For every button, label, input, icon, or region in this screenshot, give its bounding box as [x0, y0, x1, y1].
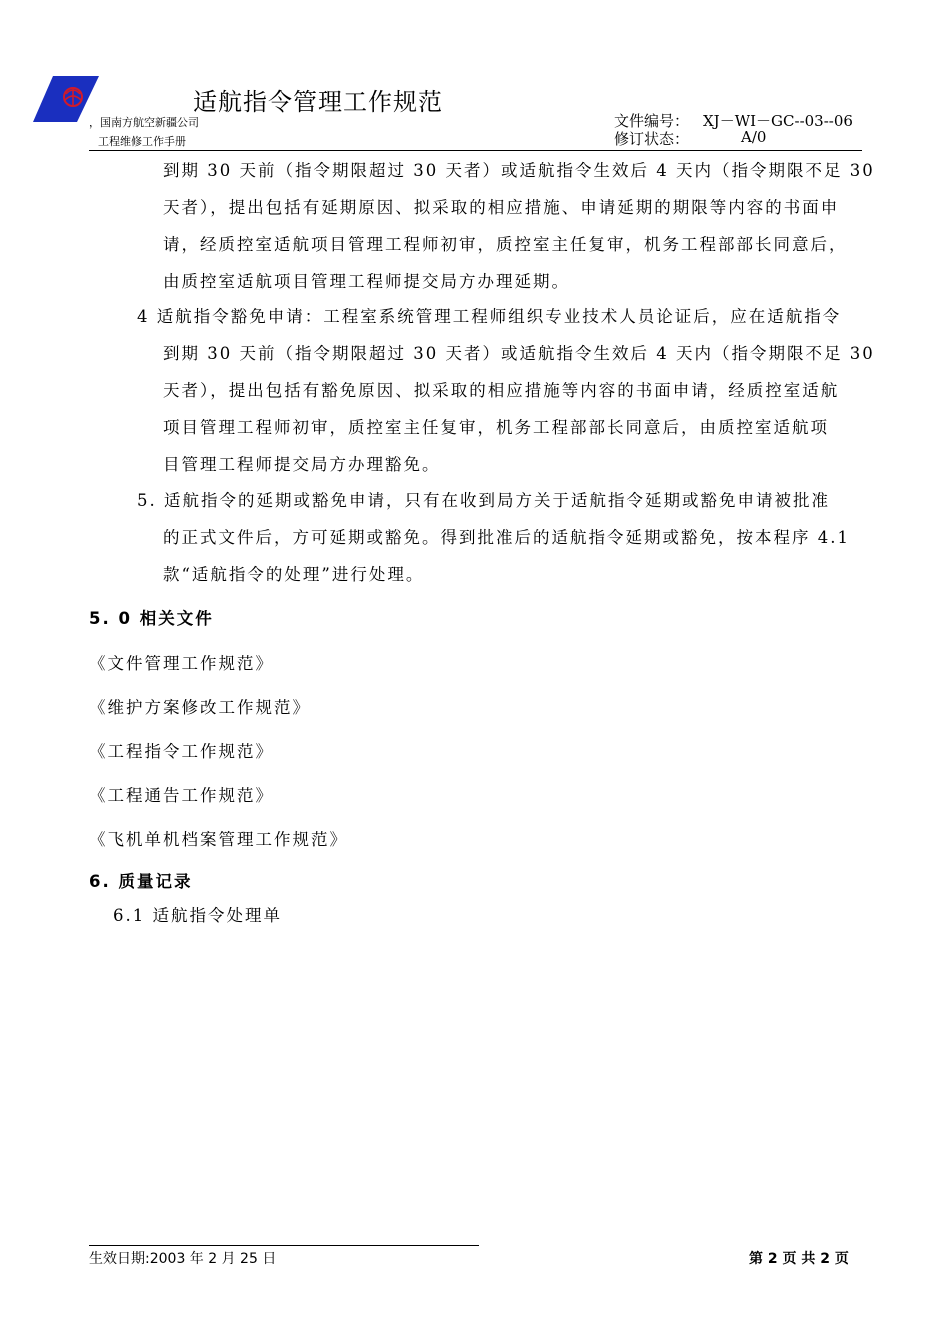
page-number: 第 2 页 共 2 页 [749, 1251, 849, 1267]
manual-name: 工程维修工作手册 [98, 135, 186, 148]
body-line: 5. 适航指令的延期或豁免申请，只有在收到局方关于适航指令延期或豁免申请被批准 [137, 491, 830, 510]
effective-date: 生效日期:2003 年 2 月 25 日 [89, 1251, 277, 1267]
footer-divider [89, 1245, 479, 1246]
body-line: 由质控室适航项目管理工程师提交局方办理延期。 [163, 272, 570, 291]
document-title: 适航指令管理工作规范 [193, 88, 443, 116]
body-line: 的正式文件后，方可延期或豁免。得到批准后的适航指令延期或豁免，按本程序 4.1 [163, 528, 850, 547]
related-doc: 《维护方案修改工作规范》 [89, 698, 311, 717]
related-doc: 《工程指令工作规范》 [89, 742, 274, 761]
body-line: 款“适航指令的处理”进行处理。 [163, 565, 425, 584]
related-doc: 《飞机单机档案管理工作规范》 [89, 830, 348, 849]
revision-value: A/0 [741, 128, 767, 146]
body-line: 请，经质控室适航项目管理工程师初审，质控室主任复审，机务工程部部长同意后， [163, 235, 848, 254]
body-line: 天者），提出包括有豁免原因、拟采取的相应措施等内容的书面申请，经质控室适航 [163, 381, 840, 400]
body-line: 项目管理工程师初审，质控室主任复审，机务工程部部长同意后，由质控室适航项 [163, 418, 829, 437]
body-line: 到期 30 天前（指令期限超过 30 天者）或适航指令生效后 4 天内（指令期限不足 30 [163, 161, 875, 180]
doc-number-value: XJ－WI－GC--03--06 [703, 112, 853, 130]
section-6-heading: 6. 质量记录 [89, 872, 193, 891]
body-line: 到期 30 天前（指令期限超过 30 天者）或适航指令生效后 4 天内（指令期限不足 30 [163, 344, 875, 363]
body-line: 目管理工程师提交局方办理豁免。 [163, 455, 441, 474]
company-name: ，国南方航空新疆公司 [89, 116, 199, 129]
related-doc: 《文件管理工作规范》 [89, 654, 274, 673]
body-line: 4 适航指令豁免申请：工程室系统管理工程师组织专业技术人员论证后，应在适航指令 [137, 307, 842, 326]
related-doc: 《工程通告工作规范》 [89, 786, 274, 805]
doc-number-label: 文件编号： [614, 112, 690, 130]
body-line: 天者），提出包括有延期原因、拟采取的相应措施、申请延期的期限等内容的书面申 [163, 198, 840, 217]
section-5-heading: 5. 0 相关文件 [89, 609, 214, 628]
revision-label: 修订状态： [614, 130, 690, 148]
quality-record-item: 6.1 适航指令处理单 [113, 906, 282, 925]
header-divider [89, 150, 862, 151]
